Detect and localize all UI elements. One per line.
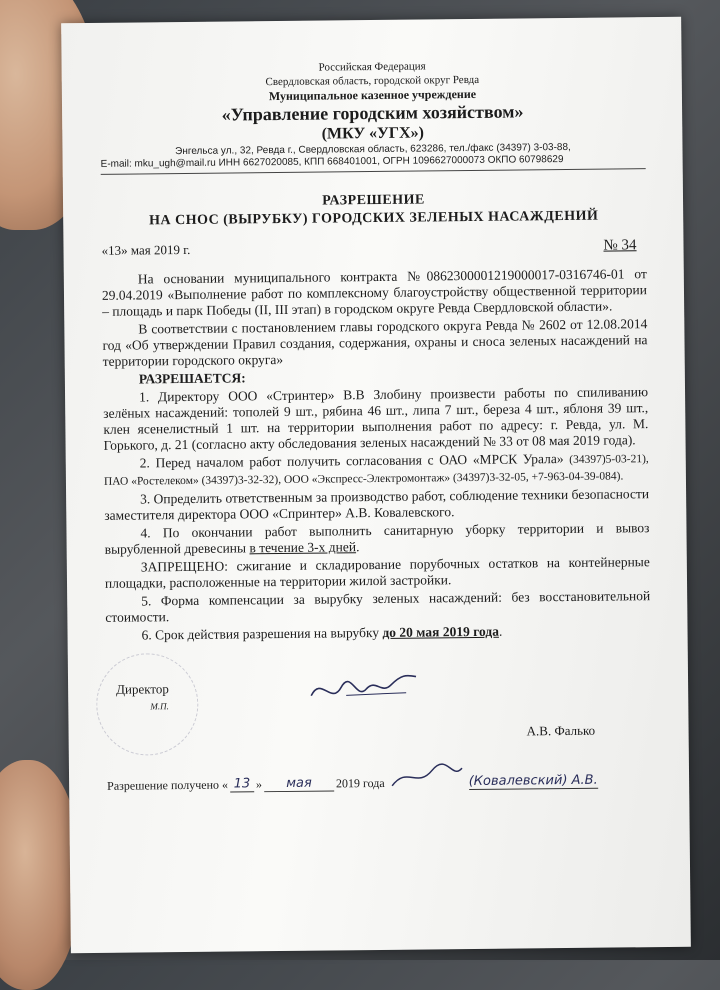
organization-name: «Управление городским хозяйством» <box>221 101 524 125</box>
received-year: 2019 года <box>335 775 385 791</box>
forbidden-clause: ЗАПРЕЩЕНО: сжигание и складирование порубочных остатков на контейнерные площадки, расположенные на территории жилой застройки. <box>104 554 650 591</box>
date-number-row <box>101 237 646 260</box>
received-month: мая <box>264 775 334 792</box>
item-6-text: 6. Срок действия разрешения на вырубку <box>141 624 383 643</box>
item-4 <box>104 520 649 558</box>
document-page <box>100 57 653 794</box>
received-quote: » <box>255 777 263 792</box>
document-number: № 34 <box>603 237 637 254</box>
title-line-1: РАЗРЕШЕНИЕ <box>322 192 425 209</box>
item-6-deadline: до 20 мая 2019 года <box>382 623 499 640</box>
received-day: 13 <box>230 776 254 792</box>
organization-contacts: E-mail: mku_ugh@mail.ru ИНН 6627020085, КПП 668401001, ОГРН 1096627000073 ОКПО 60798629 <box>100 154 564 170</box>
document-body <box>102 266 651 644</box>
hand-bottom-left <box>0 760 80 990</box>
item-4-deadline: в течение 3-х дней <box>249 539 357 556</box>
item-6-end: . <box>498 623 503 639</box>
director-label: Директор <box>116 681 169 697</box>
item-6 <box>105 622 650 644</box>
item-1: 1. Директору ООО «Стринтер» В.В Злобину произвести работы по спиливанию зелёных насаждений: тополей 9 шт., рябина 46 шт., липа 7 шт., береза 4 шт., яблоня 39 шт., клен ясенелистный 1 шт. на территории выполнения работ по адресу: г. Ревда, ул. М. Горького, д. 21 (согласно акту обследования зеленых насаждений № 33 от 08 мая 2019 года). <box>103 384 649 453</box>
stamp-placeholder <box>96 653 199 756</box>
signature-block <box>106 662 652 758</box>
organization-address: Энгельса ул., 32, Ревда г., Свердловская область, 623286, тел./факс (34397) 3-03-88, <box>175 141 571 158</box>
receiver-name: (Ковалевский) А.В. <box>468 772 598 790</box>
item-2-main: 2. Перед началом работ получить согласования с ОАО «МРСК Урала» <box>139 451 564 471</box>
item-3: 3. Определить ответственным за производство работ, соблюдение техники безопасности заместителя директора ООО «Спринтер» А.В. Ковалевского. <box>104 486 650 523</box>
item-4-text: 4. По окончании работ выполнить санитарную уборку территории и вывоз вырубленной древесины <box>104 520 650 557</box>
received-label: Разрешение получено « <box>107 777 229 793</box>
letterhead <box>100 57 646 175</box>
item-2-phones: (34397)5-03-21), ПАО «Ростелеком» (34397)3-32-32), ООО «Экспресс-Электромонтаж» (34397)3-32-05, +7-963-04-39-084). <box>103 453 649 488</box>
item-5: 5. Форма компенсации за вырубку зеленых насаждений: без восстановительной стоимости. <box>105 588 651 625</box>
director-name: А.В. Фалько <box>526 722 596 739</box>
document-sheet <box>61 17 691 953</box>
document-date: «13» мая 2019 г. <box>101 241 191 258</box>
paragraph-regulation: В соответствии с постановлением главы городского округа Ревда № 2602 от 12.08.2014 год «Об утверждении Правил создания, содержания, охраны и сноса зеленых насаждений на территории городского округа» <box>102 316 648 369</box>
signature-scribble <box>306 664 427 715</box>
received-line <box>107 758 652 794</box>
country-line: Российская Федерация <box>318 60 426 74</box>
organization-short-name: (МКУ «УГХ») <box>321 124 425 143</box>
title-line-2: НА СНОС (ВЫРУБКУ) ГОРОДСКИХ ЗЕЛЕНЫХ НАСАЖДЕНИЙ <box>148 208 599 229</box>
region-line: Свердловская область, городской округ Ревда <box>265 73 480 89</box>
paragraph-basis: На основании муниципального контракта №0862300001219000017-0316746-01 от 29.04.2019 «Выполнение работ по комплексному благоустройству общественной территории – площадь и парк Победы (II, III этап) в городском округе Ревда Свердловской области». <box>101 266 648 319</box>
mp-label: М.П. <box>150 701 169 712</box>
item-4-end: . <box>355 539 360 555</box>
receiver-signature-scribble <box>386 760 466 791</box>
document-title <box>101 189 646 231</box>
item-2 <box>104 450 649 490</box>
institution-type: Муниципальное казенное учреждение <box>268 86 477 104</box>
allows-heading: РАЗРЕШАЕТСЯ: <box>138 370 246 387</box>
